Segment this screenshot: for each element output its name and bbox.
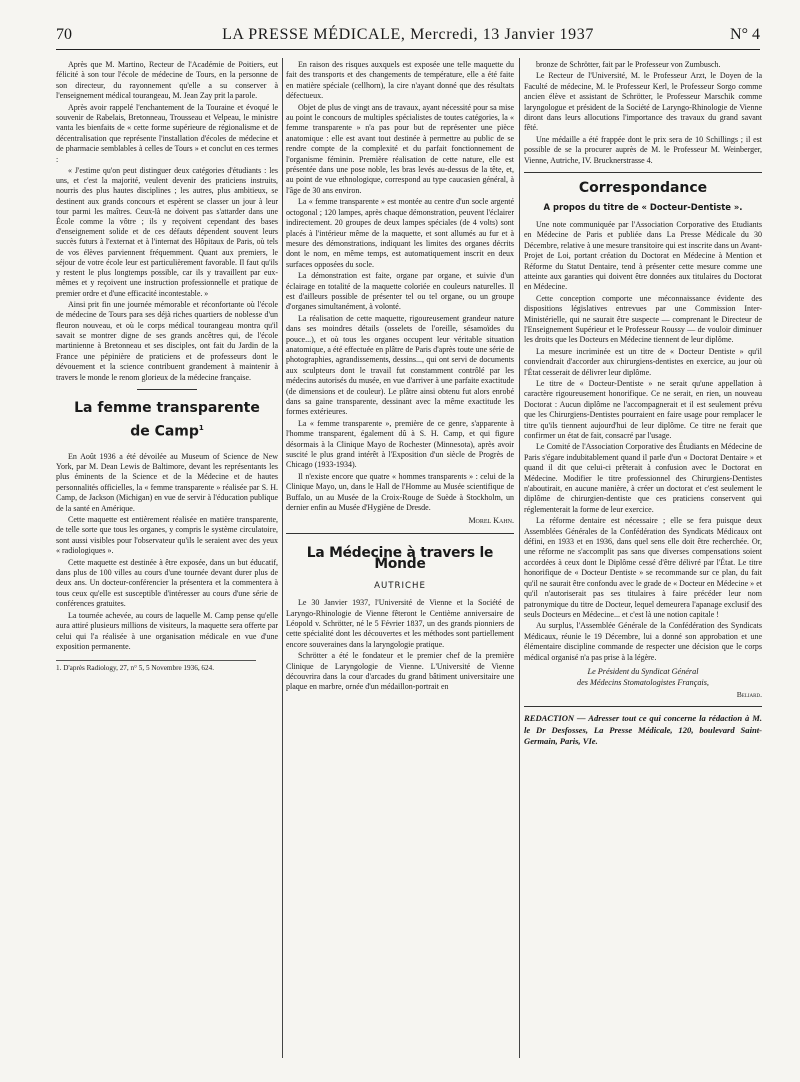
paragraph: Schrötter a été le fondateur et le premier chef de la première Clinique de Laryngologie de Vienne. L'Université de Vienne découvrira dans la cour d'arcades du grand bâtiment universitaire une plaque en marbre, ornée d'un médaillon-portrait en (286, 651, 514, 692)
section-rule (137, 389, 197, 390)
header-rule (56, 49, 760, 50)
column-divider (282, 58, 283, 1058)
redaction-text: — Adresser tout ce qui concerne la rédaction à M. le Dr Desfosses, La Presse Médicale, 120, boulevard Saint-Germain, Paris, VIe. (524, 712, 762, 747)
paragraph: Cette maquette est destinée à être exposée, dans un but éducatif, dans plus de 100 villes au cours d'une tournée devant durer plus de deux ans. Un docteur-conférencier la présentera et la commentera à tous ceux qu'elle est susceptible d'intéresser au cours d'une série de conférences gratuites. (56, 557, 278, 609)
column-3 (524, 60, 762, 1062)
paragraph: Objet de plus de vingt ans de travaux, ayant nécessité pour sa mise au point le concours de multiples spécialistes de toutes catégories, la « femme transparente » n'a pas pour but de représenter une pièce anatomique : elle est avant tout destinée à permettre au public de se rendre compte de la complexité et du parfait fonctionnement de l'organisme féminin. Première réalisation de cette nature, elle est présentée dans une pose noble, les bras levés au-dessus de la tête, et, au point de vue ethnologique, correspond au type caucasien général, à l'âge de 30 ans environ. (286, 102, 514, 195)
paragraph: Cette maquette est entièrement réalisée en matière transparente, de telle sorte que tous les organes, y compris le système circulatoire, sont aussi visibles pour l'observateur qu'ils le seraient avec des yeux « radiologiques ». (56, 515, 278, 556)
section-rule (286, 533, 514, 534)
paragraph: La réforme dentaire est nécessaire ; elle se fera puisque deux Assemblées Générales de la Confédération des Syndicats Médicaux ont défini, en 1933 et en 1936, dans quel sens elle doit être recherchée. Or, une réforme ne s'accomplit pas sans que diverses compensations soient accordées à ceux dont le Diplôme cessé d'être délivré par l'État. Le titre honorifique de « Docteur Dentiste » se recommande sur ce plan, du fait qu'il ne saurait être confondu avec le grade de « Docteur en Médecine » et qu'il n'autoriserait pas ses titulaires à faire précéder leur nom patronymique du titre de Docteur, lequel demeurera l'apanage exclusif des seuls Docteurs en Médecine... et c'est là une notion capitale ! (524, 516, 762, 619)
section-rule (524, 172, 762, 173)
signature-title: Le Président du Syndicat Général des Médecins Stomatologistes Français, (577, 666, 709, 687)
author-signature: Morel Kahn. (468, 516, 514, 526)
paragraph: Cette conception comporte une méconnaissance évidente des dispositions législatives entrevues par une Commission Inter-Ministérielle, qui ne saurait être suspecte — comprenant le Directeur de l'Enseignement Supérieur et le Professeur Roussy — de vouloir diminuer les droits que les Docteurs en Médecine tiennent de leur diplôme. (524, 293, 762, 345)
paragraph: En Août 1936 a été dévoilée au Museum of Science de New York, par M. Dean Lewis de Baltimore, devant les représentants les plus éminents de la Science et de la Médecine et de hautes personnalités officielles, la « femme transparente » réalisée par S. H. Camp, de Jackson (Michigan) en vue de servir à l'éducation publique de la santé en Amérique. (56, 451, 278, 513)
paragraph: Le Recteur de l'Université, M. le Professeur Arzt, le Doyen de la Faculté de médecine, M. le Professeur Kerl, le Professeur Sorgo comme ancien élève et assistant de Schrötter, le Professeur Marschik comme laryngologue et président de la Société de Laryngo-Rhinologie de Vienne diront dans leurs allocutions l'importance des travaux du grand savant fêté. (524, 71, 762, 133)
footnote: 1. D'après Radiology, 27, n° 5, 5 Novembre 1936, 624. (56, 660, 256, 674)
paragraph: La « femme transparente » est montée au centre d'un socle argenté octogonal ; 120 lampes, après chaque démonstration, peuvent l'éclairer indirectement. 20 groupes de deux lampes spéciales (de 4 volts) sont placés à l'intérieur même de la maquette, et sont allumés au fur et à mesure des démonstrations, indiquant les limites des organes décrits dont le nom, en même temps, est automatiquement inscrit en deux surfaces opposées du socle. (286, 197, 514, 269)
redaction-label: REDACTION (524, 712, 575, 723)
paragraph: Au surplus, l'Assemblée Générale de la Confédération des Syndicats Médicaux, réunie le 19 Décembre, lui a donné son approbation et une élémentaire discipline commande de respecter une décision que le corps médical organisé n'a pas prise à la légère. (524, 621, 762, 662)
paragraph: La mesure incriminée est un titre de « Docteur Dentiste » qu'il conviendrait d'accorder aux chirurgiens-dentistes en exercice, au jour où l'État cesserait de délivrer leur diplôme. (524, 346, 762, 377)
paragraph: Le Comité de l'Association Corporative des Étudiants en Médecine de Paris s'égare indubitablement quand il parle d'un « Doctorat Dentaire » et quand il dit que celui-ci prêterait à confusion avec le Doctorat en Médecine. Modifier le titre professionnel des Chirurgiens-Dentistes n'aboutirait, en aucune manière, à créer un doctorat et c'est seulement le diplôme de chirurgien-dentiste que ces praticiens conservent qui réglementerait la forme de leur exercice. (524, 442, 762, 514)
section-heading: Correspondance (578, 180, 708, 197)
page-number: 70 (56, 26, 72, 43)
paragraph: La réalisation de cette maquette, rigoureusement grandeur nature dans ses moindres détails (osselets de l'oreille, sésamoïdes du pouce...), et où tous les organes occupent leur véritable situation anatomique, a été effectuée en plâtre de Paris d'après toute une série de photographies, agrandissements, dessins..., qui ont servi de documents aux sculpteurs dont le travail fut constamment contrôlé par les médecins autorisés du musée, en vue d'arriver à une parfaite exactitude (de dimensions et de couleur). Le plâtre ainsi obtenu fut alors enrobé dans sa gaine transparente, dessinant avec la même exactitude les formes extérieures. (286, 313, 514, 417)
paragraph: Le 30 Janvier 1937, l'Université de Vienne et la Société de Laryngo-Rhinologie de Vienne fêteront le Centième anniversaire de Léopold v. Schrötter, né le 5 Février 1837, un des grands pionniers de cette spécialité dont les découvertes et les méthodes sont partiellement encore souveraines dans la laryngologie pratique. (286, 598, 514, 649)
section-rule (524, 706, 762, 707)
paragraph: Le titre de « Docteur-Dentiste » ne serait qu'une appellation à caractère rigoureusement honorifique. Ce ne serait, en rien, un nouveau Doctorat : Aucun diplôme ne l'accompagnerait et il est seulement prévu que les Chirurgiens-Dentistes pourraient en faire usage pour remplacer le titre qu'ils tiennent aujourd'hui de leur diplôme. Ce titre ne ferait que confirmer un état de fait, consacré par l'usage. (524, 378, 762, 440)
paragraph: La démonstration est faite, organe par organe, et suivie d'un éclairage en totalité de la maquette coloriée en couleurs naturelles. Il est d'ailleurs possible de présenter tel ou tel organe, ou un groupe d'organes simultanément, à volonté. (286, 271, 514, 312)
running-header (56, 26, 760, 46)
section-heading: La Médecine à travers le Monde (306, 544, 494, 573)
paragraph: Une médaille a été frappée dont le prix sera de 10 Schillings ; il est possible de se la procurer auprès de M. le Professeur M. Weinberger, Vienne, Autriche, IV. Brucknerstrasse 4. (524, 134, 762, 165)
column-1 (56, 60, 278, 1062)
column-2 (286, 60, 514, 1062)
footnote-mark: 1 (198, 423, 204, 432)
quotation: « J'estime qu'on peut distinguer deux catégories d'étudiants : les uns, et c'est la majorité, veulent devenir des praticiens instruits, nourris des plus hautes disciplines ; les autres, plus ambitieux, se destinent aux grands concours et espèrent se classer un jour à leur tour parmi les maîtres. Ceux-là ne doivent pas s'attarder dans une École comme la vôtre ; ils y reçoivent cependant des bases d'enseignement solide et de ces défauts dépendent souvent leurs succès futurs à l'externat et à l'internat des Hôpitaux de Paris, où tels de vos élèves parviennent fréquemment. Quant aux premiers, le séjour de votre école leur est particulièrement favorable. Il faut qu'ils y restent le plus longtemps possible, car ils y travaillent par eux-mêmes et y reçoivent une instruction professionnelle et pratique de premier ordre et d'une efficacité incontestable. » (56, 166, 278, 298)
paragraph: Ainsi prit fin une journée mémorable et réconfortante où l'école de médecine de Tours para ses déjà riches quartiers de noblesse d'un fleuron nouveau, et où le corps médical tourangeau montra qu'il savait se montrer digne de ses grands ancêtres qui, de l'école martinienne à Bretonneau et ses disciples, ont fait du Jardin de la France une pépinière de praticiens et de professeurs dont le dévouement et la science contribuent grandement à maintenir à travers le monde le renom glorieux de la médecine française. (56, 299, 278, 382)
paragraph: La tournée achevée, au cours de laquelle M. Camp pense qu'elle aura attiré plusieurs millions de visiteurs, la maquette sera offerte par celui qui l'a réalisée à une organisation médicale en vue d'une exposition permanente. (56, 610, 278, 651)
issue-number: N° 4 (730, 26, 760, 43)
article-heading: La femme transparente de Camp$^1$ (74, 399, 260, 440)
editorial-notice (524, 713, 762, 748)
country-subheading: AUTRICHE (374, 580, 426, 591)
paragraph: Il n'existe encore que quatre « hommes transparents » : celui de la Clinique Mayo, un, dans le Hall de l'Homme au Musée scientifique de Buffalo, un au Musée de la Croix-Rouge de Suède à Stockholm, un dernier enfin au Musée d'Hygiène de Dresde. (286, 471, 514, 513)
journal-title: LA PRESSE MÉDICALE, Mercredi, 13 Janvier 1937 (222, 26, 594, 43)
column-divider (519, 58, 520, 1058)
paragraph: Une note communiquée par l'Association Corporative des Etudiants en Médecine de Paris et publiée dans La Presse Médicale du 30 Décembre, relative à une mesure transitoire qui est inscrite dans un Avant-Projet de Loi, portant création du Doctorat en Médecine à Mention et Réforme du Statut Dentaire, tend à présenter cette mesure comme une atteinte aux garanties qui doivent être données aux titulaires du Doctorat en Médecine. (524, 219, 762, 292)
letter-subheading: A propos du titre de « Docteur-Dentiste ». (543, 202, 743, 213)
paragraph: La « femme transparente », première de ce genre, s'apparente à l'homme transparent, également dû à S. H. Camp, et qui figure désormais à la Clinique Mayo de Rochester (Minnesota), après avoir suscité le plus grand intérêt à l'Exposition d'un siècle de Progrès de Chicago (1933-1934). (286, 418, 514, 470)
paragraph: En raison des risques auxquels est exposée une telle maquette du fait des transports et des changements de température, elle a été faite en matière spéciale (cellhorn), la cire n'ayant donné que des résultats défectueux. (286, 60, 514, 101)
paragraph: Après avoir rappelé l'enchantement de la Touraine et évoqué le souvenir de Rabelais, Bretonneau, Trousseau et Velpeau, le ministre vanta les bienfaits de « cette forme supérieure de régionalisme et de décentralisation que représente l'installation d'écoles de médecine et de pharmacie semblables à celles de Tours » et conclut en ces termes : (56, 102, 278, 164)
signature-name: Beliard. (736, 689, 762, 699)
paragraph: Après que M. Martino, Recteur de l'Académie de Poitiers, eut félicité à son tour l'école de médecine de Tours, en la personne de son directeur, du rayonnement qu'elle a su conserver à l'enseignement médical tourangeau, M. Jean Zay prit la parole. (56, 60, 278, 101)
paragraph: bronze de Schrötter, fait par le Professeur von Zumbusch. (536, 60, 721, 69)
